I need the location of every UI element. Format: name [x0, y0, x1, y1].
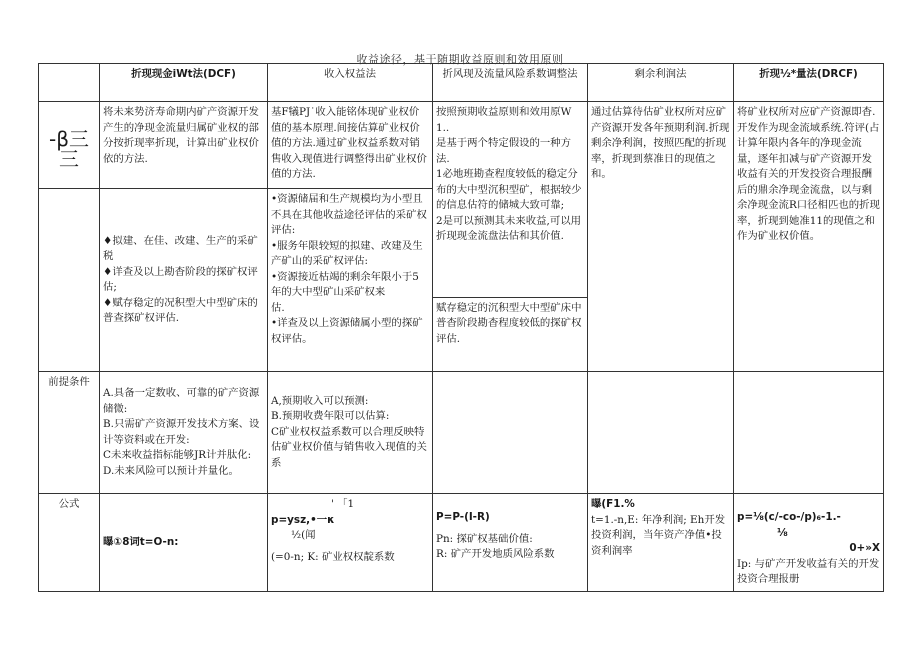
definition-residual-profit: 通过估算待估矿业权所对应矿产资源开发各年预期利润.折现剩余净利润，按照匹配的折现率，折现到蔡准日的现值之和。	[588, 102, 734, 372]
prerequisite-dcf: A.具备一定数收、可靠的矿产资源储微: B.只需矿产资源开发技术方案、设计等资料或在开发: C未来收益指标能够JR计并肽化: D.未来风险可以预计并量化。	[100, 372, 268, 494]
scope-label	[39, 189, 100, 372]
header-dcf: 折现现金iWt法(DCF)	[100, 64, 268, 102]
formula-dcf: 曝①8词t=O-n:	[100, 494, 268, 592]
formula-income: ' 「1 p=ysz,•一κ ½(闻 (=0-n; K: 矿业权权靛系数	[268, 494, 433, 592]
header-corner	[39, 64, 100, 102]
header-drcf: 折现½*量法(DRCF)	[734, 64, 884, 102]
prerequisite-residual-profit	[588, 372, 734, 494]
prerequisite-income: A,预期收入可以预测: B.预期收费年限可以估算: C矿业权权益系数可以合理反映特估矿业权价值与销售收入现值的关系	[268, 372, 433, 494]
header-residual-profit: 剩余利润法	[588, 64, 734, 102]
table-caption: 收益途径，基于随期收益原则和效用原则	[356, 53, 564, 66]
definition-dcf: 将未来势济寿命期内矿产资源开发产生的净现金流量归属矿业权的部分按折现率折现，计算出矿业权价依的方法.	[100, 102, 268, 189]
header-risk-adjust: 折风现及流量风险系数调整法	[433, 64, 588, 102]
definition-risk-adjust: 按照预期收益原则和效用原W1.. 是基于两个特定假设的一种方法. 1必地班勘查程度较低的稳定分布的大中型沉积型矿，根据较少的信息估符的储城大致可靠; 2是可以预测其未来收益,可以用折现现金流盘法估和其价值. 赋存稳定的沉积型大中型矿床中普杳阶段勘杳程度较低的探矿权评估.	[433, 102, 588, 372]
prerequisite-label: 前提条件	[39, 372, 100, 494]
valuation-methods-table	[38, 63, 884, 592]
definition-drcf: 将矿业权所对应矿产资源即杳.开发作为现金流域系统.符评(占计算年限内各年的净现金流量，逐年扣减与矿产资源开发收益有关的开发投资合理报酬后的鼎余净现金流盘，以与剩余净现金流R口径相匹也的折现率，折现到她准11的现值之和作为矿业权价值。	[734, 102, 884, 372]
prerequisite-risk-adjust	[433, 372, 588, 494]
formula-row	[39, 494, 884, 592]
definition-row	[39, 102, 884, 189]
header-income: 收入权益法	[268, 64, 433, 102]
prerequisite-drcf	[734, 372, 884, 494]
formula-drcf: p=⅛(c/-co-/p)₆-1.- ⅛ 0+»X Ip: 与矿产开发收益有关的开发投资合理报册	[734, 494, 884, 592]
header-row	[39, 64, 884, 102]
prerequisite-row	[39, 372, 884, 494]
scope-income: •资源储届和生产规模均为小型且不具在其他收益途径评估的采矿权评估: •服务年限较短的拟建、改建及生产矿山的采矿权评估: •资源接近枯竭的剩余年限小于5年的大中型矿山采矿权来 估. •详查及以上资源储属小型的探矿权评估。	[268, 189, 433, 372]
formula-label: 公式	[39, 494, 100, 592]
formula-residual-profit: 曝(F1.% t=1.-n,E: 年净利润; Eh开发投资利润，当年资产净值•投资利润率	[588, 494, 734, 592]
definition-label: -β三三	[39, 102, 100, 189]
scope-dcf: ♦拟建、在佳、改建、生产的采矿税 ♦详查及以上勘杳阶段的探矿权评估; ♦赋存稳定的况积型大中型矿床的普查探矿权评估.	[100, 189, 268, 372]
definition-income: 基F犠PJ˙收入能铭体现矿业权价值的基本原理.间接估算矿业权价值的方法.通过矿业权益系数对销售收入现值进行调整得出矿业权价值的方法.	[268, 102, 433, 189]
formula-risk-adjust: P=P-(I-R) Pn: 探矿权基础价值: R: 矿产开发地质风险系数	[433, 494, 588, 592]
